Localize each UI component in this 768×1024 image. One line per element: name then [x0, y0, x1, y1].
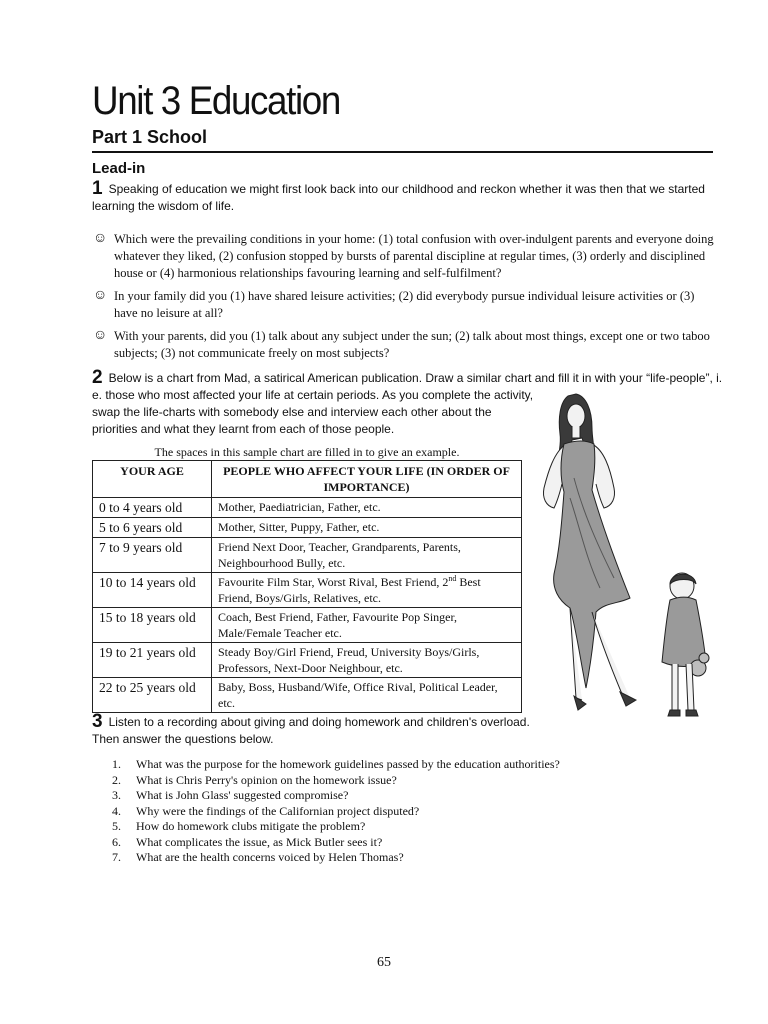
section-3-line: Listen to a recording about giving and doing homework and children's overload.: [108, 715, 530, 729]
child-figure: [662, 573, 709, 716]
list-item: [112, 850, 560, 866]
people-cell: Mother, Sitter, Puppy, Father, etc.: [212, 518, 522, 538]
table-row: [93, 498, 522, 518]
smiley-icon: ☺: [93, 288, 108, 303]
question-number: 3.: [112, 788, 121, 802]
people-cell: Steady Boy/Girl Friend, Freud, University Boys/Girls, Professors, Next-Door Neighbour, etc.: [212, 643, 522, 678]
question-text: What are the health concerns voiced by Helen Thomas?: [136, 850, 404, 864]
column-header-people: PEOPLE WHO AFFECT YOUR LIFE (IN ORDER OF IMPORTANCE): [212, 461, 522, 498]
section-3-intro: [92, 713, 732, 748]
table-row: [93, 678, 522, 713]
table-row: [93, 608, 522, 643]
bullet-text: Which were the prevailing conditions in your home: (1) total confusion with over-indulgent parents and everyone doing whatever they liked, (2) confusion stopped by bursts of parental discipline at regular times, (3) orderly and disciplined house or (4) harmonious relationships favouring learning and self-fulfilment?: [114, 232, 714, 280]
bullet-text: With your parents, did you (1) talk about any subject under the sun; (2) talk about most things, except one or two taboo subjects; (3) not communicate freely on most subjects?: [114, 329, 710, 360]
question-number: 4.: [112, 803, 121, 818]
people-cell: Friend Next Door, Teacher, Grandparents, Parents, Neighbourhood Bully, etc.: [212, 538, 522, 573]
people-cell: Baby, Boss, Husband/Wife, Office Rival, Political Leader, etc.: [212, 678, 522, 713]
smiley-icon: ☺: [93, 328, 108, 343]
section-2-line: Below is a chart from Mad, a satirical American publication. Draw a similar chart and fill it in with your “life-people”, i.: [108, 371, 723, 385]
question-number: 5.: [112, 819, 121, 833]
table-row: [93, 518, 522, 538]
age-cell: 19 to 21 years old: [93, 643, 212, 678]
question-text: What complicates the issue, as Mick Butler sees it?: [136, 834, 383, 849]
age-cell: 10 to 14 years old: [93, 573, 212, 608]
question-text: What is Chris Perry's opinion on the homework issue?: [136, 772, 397, 787]
people-cell: Coach, Best Friend, Father, Favourite Pop Singer, Male/Female Teacher etc.: [212, 608, 522, 643]
table-row: [93, 573, 522, 608]
section-1-intro: [92, 180, 714, 215]
section-number: 3: [92, 711, 103, 732]
section-number: 2: [92, 367, 103, 388]
list-item: [112, 773, 560, 789]
section-1-text: Speaking of education we might first look back into our childhood and reckon whether it was then that we started learning the wisdom of life.: [92, 182, 705, 213]
list-item: [112, 788, 560, 804]
list-item: [92, 328, 714, 362]
smiley-icon: ☺: [93, 231, 108, 246]
question-text: How do homework clubs mitigate the problem?: [136, 819, 366, 833]
list-item: [112, 757, 560, 773]
question-text: What is John Glass' suggested compromise?: [136, 788, 349, 802]
question-number: 6.: [112, 834, 121, 849]
people-text: Best Friend, Boys/Girls, Relatives, etc.: [218, 575, 481, 605]
list-item: [112, 804, 560, 820]
table-row: [93, 643, 522, 678]
people-cell: Mother, Paediatrician, Father, etc.: [212, 498, 522, 518]
section-number: 1: [92, 178, 103, 199]
question-text: What was the purpose for the homework guidelines passed by the education authorities?: [136, 757, 560, 771]
list-item: [92, 231, 714, 282]
woman-and-child-illustration: [530, 388, 720, 733]
age-cell: 5 to 6 years old: [93, 518, 212, 538]
age-cell: 7 to 9 years old: [93, 538, 212, 573]
lead-in-heading: Lead-in: [92, 160, 146, 177]
age-cell: 0 to 4 years old: [93, 498, 212, 518]
people-text: Favourite Film Star, Worst Rival, Best Friend, 2: [218, 575, 449, 589]
section-2-line: e. those who most affected your life at certain periods. As you complete the activity,: [92, 388, 534, 402]
title-divider: [92, 151, 713, 153]
people-cell: [212, 573, 522, 608]
question-list: [112, 757, 560, 866]
section-2-line: swap the life-charts with somebody else and interview each other about the: [92, 405, 492, 419]
age-cell: 22 to 25 years old: [93, 678, 212, 713]
section-1-bullets: [92, 231, 714, 368]
part-title: Part 1 School: [92, 127, 208, 147]
bullet-text: In your family did you (1) have shared leisure activities; (2) did everybody pursue individual leisure activities or (3) have no leisure at all?: [114, 289, 695, 320]
life-people-table: [92, 460, 522, 713]
section-2-line: priorities and what they learnt from each of those people.: [92, 422, 395, 436]
age-cell: 15 to 18 years old: [93, 608, 212, 643]
question-number: 7.: [112, 850, 121, 864]
ordinal-suffix: nd: [448, 574, 457, 583]
list-item: [92, 288, 714, 322]
question-number: 2.: [112, 772, 121, 787]
page-number: 65: [377, 955, 391, 970]
table-row: [93, 538, 522, 573]
question-text: Why were the findings of the Californian project disputed?: [136, 803, 420, 818]
column-header-age: YOUR AGE: [93, 461, 212, 498]
question-number: 1.: [112, 757, 121, 771]
unit-title: Unit 3 Education: [92, 79, 340, 123]
table-header-row: [93, 461, 522, 498]
woman-figure: [543, 394, 636, 710]
list-item: [112, 819, 560, 835]
table-caption: The spaces in this sample chart are filled in to give an example.: [154, 445, 460, 459]
list-item: [112, 835, 560, 851]
section-3-line: Then answer the questions below.: [92, 732, 274, 746]
